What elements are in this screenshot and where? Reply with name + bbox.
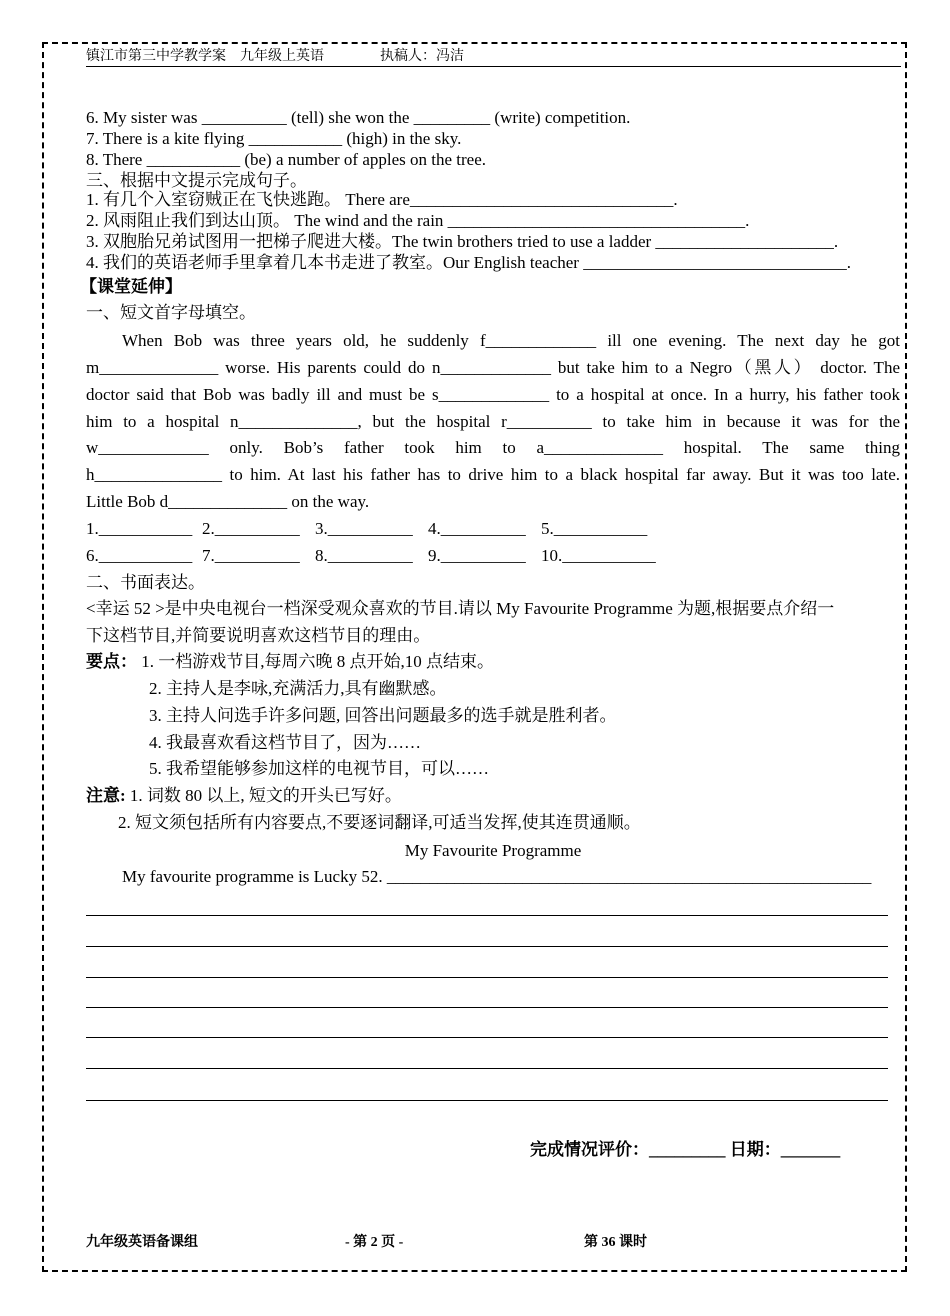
point-item: 1. 一档游戏节目,每周六晚 8 点开始,10 点结束。: [141, 652, 494, 671]
answer-blank: 10.___________: [541, 546, 656, 565]
passage-line: w_____________ only. Bob’s father took him to a______________ hospital. The same thing: [86, 438, 900, 457]
answer-blank: 4.__________: [428, 519, 526, 538]
prompt-text: <幸运 52 >是中央电视台一档深受观众喜欢的节目.请以 My Favourite Programme 为题,根据要点介绍一: [86, 599, 835, 618]
footer-page: - 第 2 页 -: [345, 1235, 404, 1250]
author: 执稿人：冯洁: [380, 49, 464, 64]
essay-start: My favourite programme is Lucky 52. _________________________________________________________: [122, 867, 872, 886]
note-item: 2. 短文须包括所有内容要点,不要逐词翻译,可适当发挥,使其连贯通顺。: [118, 813, 641, 832]
part1-title: 一、短文首字母填空。: [86, 303, 256, 322]
passage-line: him to a hospital n______________, but the hospital r__________ to take him in because it was for the: [86, 412, 900, 431]
writing-line[interactable]: [86, 977, 888, 978]
passage-line: When Bob was three years old, he suddenly f_____________ ill one evening. The next day he got: [122, 331, 900, 350]
prompt-text: 下这档节目,并简要说明喜欢这档节目的理由。: [86, 626, 431, 645]
writing-line[interactable]: [86, 915, 888, 916]
point-item: 3. 主持人问选手许多问题, 回答出问题最多的选手就是胜利者。: [149, 706, 617, 725]
note-item: 1. 词数 80 以上, 短文的开头已写好。: [129, 786, 402, 805]
grade-subject: 九年级上英语: [240, 49, 324, 64]
answer-blank: 6.___________: [86, 546, 193, 565]
answer-blank: 2.__________: [202, 519, 300, 538]
answer-blank: 9.__________: [428, 546, 526, 565]
writing-line[interactable]: [86, 1007, 888, 1008]
notes-label: 注意:: [86, 786, 126, 805]
passage-line: doctor said that Bob was badly ill and must be s_____________ to a hospital at once. In a hurry, his father took: [86, 385, 900, 404]
writing-line[interactable]: [86, 1068, 888, 1069]
point-item: 4. 我最喜欢看这档节目了，因为……: [149, 733, 421, 752]
fill-item: 7. There is a kite flying ___________ (high) in the sky.: [86, 129, 462, 148]
answer-blank: 7.__________: [202, 546, 300, 565]
answer-blank: 5.___________: [541, 519, 648, 538]
passage-line: h_______________ to him. At last his father has to drive him to a black hospital far away. But it was too late.: [86, 465, 900, 484]
writing-line[interactable]: [86, 1100, 888, 1101]
essay-title: My Favourite Programme: [404, 841, 582, 860]
translate-item: 3. 双胞胎兄弟试图用一把梯子爬进大楼。The twin brothers tried to use a ladder _____________________.: [86, 232, 839, 251]
answer-blank: 3.__________: [315, 519, 413, 538]
extension-title: 【课堂延伸】: [80, 277, 182, 296]
footer-group: 九年级英语备课组: [86, 1235, 198, 1250]
page-header: [86, 47, 478, 67]
answer-blank: 8.__________: [315, 546, 413, 565]
evaluation: 完成情况评价：_________ 日期：_______: [530, 1140, 841, 1159]
part2-title: 二、书面表达。: [86, 573, 205, 592]
header-rule: [86, 66, 901, 67]
answer-blank: 1.___________: [86, 519, 193, 538]
point-item: 2. 主持人是李咏,充满活力,具有幽默感。: [149, 679, 447, 698]
writing-line[interactable]: [86, 1037, 888, 1038]
translate-item: 2. 风雨阻止我们到达山顶。 The wind and the rain ___________________________________.: [86, 211, 750, 230]
points-label: 要点：: [86, 652, 137, 671]
school-name: 镇江市第三中学教学案: [86, 49, 226, 64]
point-item: 5. 我希望能够参加这样的电视节目，可以……: [149, 759, 489, 778]
passage-line: Little Bob d______________ on the way.: [86, 492, 370, 511]
fill-item: 6. My sister was __________ (tell) she won the _________ (write) competition.: [86, 108, 631, 127]
writing-line[interactable]: [86, 946, 888, 947]
translate-item: 1. 有几个入室窃贼正在飞快逃跑。 There are_______________________________.: [86, 190, 678, 209]
section-title: 三、根据中文提示完成句子。: [86, 171, 307, 190]
translate-item: 4. 我们的英语老师手里拿着几本书走进了教室。Our English teacher _______________________________.: [86, 253, 851, 272]
footer-lesson: 第 36 课时: [584, 1235, 647, 1250]
passage-line: m______________ worse. His parents could do n_____________ but take him to a Negro（黑人） doctor. The: [86, 358, 900, 377]
fill-item: 8. There ___________ (be) a number of apples on the tree.: [86, 150, 487, 169]
